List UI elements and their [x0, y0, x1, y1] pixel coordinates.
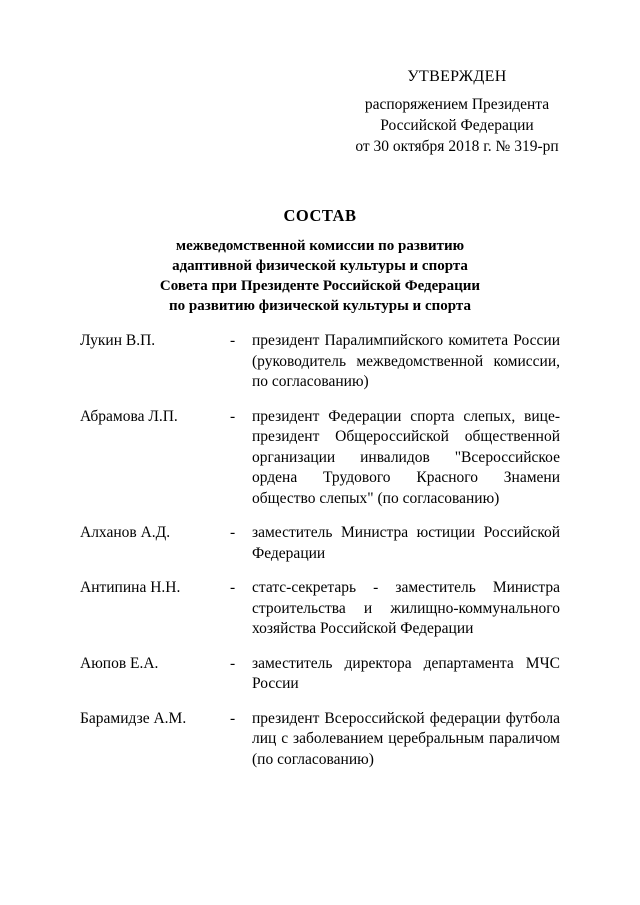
member-role: заместитель Министра юстиции Российской Федерации	[252, 524, 560, 562]
member-dash: -	[230, 654, 236, 672]
member-role: президент Федерации спорта слепых, вице-президент Общероссийской общественной организации инвалидов "Всероссийское ордена Трудового Красного Знамени общество слепых" (по согласованию)	[252, 407, 560, 507]
member-role: статс-секретарь - заместитель Министра строительства и жилищно-коммунального хозяйства Российской Федерации	[252, 579, 560, 637]
document-title	[110, 206, 530, 316]
member-row	[80, 578, 560, 640]
member-row	[80, 654, 560, 695]
member-role: заместитель директора департамента МЧС России	[252, 654, 560, 692]
title-line-3: Совета при Президенте Российской Федерации	[159, 278, 481, 294]
title-line-2: адаптивной физической культуры и спорта	[172, 258, 468, 274]
approval-block	[340, 66, 574, 157]
member-row	[80, 709, 560, 771]
member-dash: -	[230, 332, 236, 349]
title-line-4: по развитию физической культуры и спорта	[169, 298, 471, 314]
title-heading: СОСТАВ	[283, 206, 357, 225]
members-list	[80, 331, 560, 784]
member-row	[80, 523, 560, 564]
member-dash: -	[230, 407, 236, 425]
member-role: президент Паралимпийского комитета России (руководитель межведомственной комиссии, по согласованию)	[252, 332, 560, 390]
member-name: Алханов А.Д.	[80, 524, 171, 541]
title-line-1: межведомственной комиссии по развитию	[175, 238, 465, 254]
member-row	[80, 407, 560, 510]
approval-line-1: распоряжением Президента	[364, 96, 550, 113]
member-name: Аюпов Е.А.	[80, 654, 159, 672]
member-row	[80, 331, 560, 393]
member-name: Лукин В.П.	[80, 332, 156, 349]
approval-line-2: Российской Федерации	[380, 117, 534, 134]
member-name: Барамидзе А.М.	[80, 709, 187, 727]
member-role: президент Всероссийской федерации футбола лиц с заболеванием церебральным параличом (по согласованию)	[252, 709, 560, 768]
approval-line-3: от 30 октября 2018 г. № 319-рп	[355, 138, 559, 155]
member-dash: -	[230, 524, 236, 541]
member-dash: -	[230, 709, 236, 727]
member-name: Антипина Н.Н.	[80, 579, 181, 596]
member-name: Абрамова Л.П.	[80, 407, 178, 425]
approval-heading: УТВЕРЖДЕН	[407, 68, 507, 85]
member-dash: -	[230, 579, 236, 596]
